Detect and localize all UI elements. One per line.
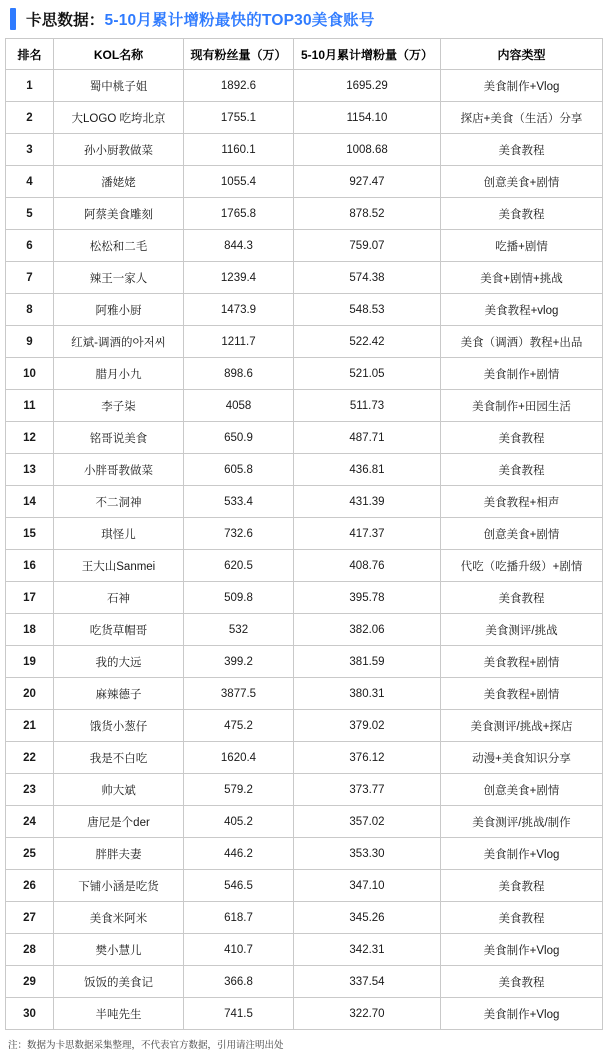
- cell-rank: 29: [6, 966, 54, 998]
- cell-fans: 1892.6: [184, 70, 294, 102]
- table-row: [6, 166, 603, 198]
- cell-fans: 1160.1: [184, 134, 294, 166]
- cell-growth: 436.81: [294, 454, 441, 486]
- cell-growth: 548.53: [294, 294, 441, 326]
- cell-kol-name: 大LOGO 吃垮北京: [54, 102, 184, 134]
- cell-content-type: 美食教程: [441, 454, 603, 486]
- footer-note: 注：数据为卡思数据采集整理，不代表官方数据，引用请注明出处: [8, 1040, 284, 1051]
- cell-growth: 759.07: [294, 230, 441, 262]
- table-row: [6, 838, 603, 870]
- cell-content-type: 创意美食+剧情: [441, 774, 603, 806]
- cell-rank: 3: [6, 134, 54, 166]
- cell-rank: 17: [6, 582, 54, 614]
- cell-fans: 509.8: [184, 582, 294, 614]
- cell-rank: 23: [6, 774, 54, 806]
- cell-content-type: 探店+美食（生活）分享: [441, 102, 603, 134]
- cell-rank: 14: [6, 486, 54, 518]
- cell-growth: 381.59: [294, 646, 441, 678]
- cell-rank: 6: [6, 230, 54, 262]
- column-header-fans: 现有粉丝量（万）: [184, 39, 294, 70]
- cell-rank: 5: [6, 198, 54, 230]
- cell-rank: 13: [6, 454, 54, 486]
- cell-rank: 4: [6, 166, 54, 198]
- cell-content-type: 美食制作+剧情: [441, 358, 603, 390]
- cell-fans: 533.4: [184, 486, 294, 518]
- page-title: [26, 8, 375, 30]
- table-row: [6, 870, 603, 902]
- cell-content-type: 美食教程+vlog: [441, 294, 603, 326]
- cell-rank: 21: [6, 710, 54, 742]
- table-header-row: [6, 39, 603, 70]
- cell-growth: 337.54: [294, 966, 441, 998]
- table-row: [6, 422, 603, 454]
- cell-kol-name: 吃货草帽哥: [54, 614, 184, 646]
- cell-kol-name: 樊小慧儿: [54, 934, 184, 966]
- cell-kol-name: 麻辣德子: [54, 678, 184, 710]
- cell-kol-name: 胖胖夫妻: [54, 838, 184, 870]
- table-row: [6, 70, 603, 102]
- cell-content-type: 美食制作+田园生活: [441, 390, 603, 422]
- cell-content-type: 美食制作+Vlog: [441, 838, 603, 870]
- table-row: [6, 742, 603, 774]
- cell-kol-name: 松松和二毛: [54, 230, 184, 262]
- table-row: [6, 550, 603, 582]
- cell-kol-name: 红斌-调酒的아저씨: [54, 326, 184, 358]
- cell-content-type: 美食测评/挑战/制作: [441, 806, 603, 838]
- cell-growth: 342.31: [294, 934, 441, 966]
- cell-content-type: 创意美食+剧情: [441, 166, 603, 198]
- table-row: [6, 998, 603, 1030]
- table-row: [6, 902, 603, 934]
- table-row: [6, 678, 603, 710]
- cell-rank: 16: [6, 550, 54, 582]
- cell-kol-name: 小胖哥教做菜: [54, 454, 184, 486]
- column-header-kol-name: KOL名称: [54, 39, 184, 70]
- cell-rank: 15: [6, 518, 54, 550]
- cell-growth: 511.73: [294, 390, 441, 422]
- table-row: [6, 390, 603, 422]
- cell-content-type: 美食教程: [441, 422, 603, 454]
- cell-fans: 446.2: [184, 838, 294, 870]
- cell-content-type: 美食测评/挑战: [441, 614, 603, 646]
- cell-fans: 4058: [184, 390, 294, 422]
- cell-content-type: 美食制作+Vlog: [441, 934, 603, 966]
- cell-rank: 30: [6, 998, 54, 1030]
- table-header: [6, 39, 603, 70]
- table-row: [6, 102, 603, 134]
- table-row: [6, 326, 603, 358]
- cell-kol-name: 腊月小九: [54, 358, 184, 390]
- cell-fans: 620.5: [184, 550, 294, 582]
- cell-kol-name: 潘姥姥: [54, 166, 184, 198]
- table-row: [6, 518, 603, 550]
- cell-rank: 10: [6, 358, 54, 390]
- page-title-prefix: 卡思数据：: [26, 12, 105, 29]
- ranking-table: [5, 38, 603, 1030]
- cell-rank: 19: [6, 646, 54, 678]
- cell-fans: 650.9: [184, 422, 294, 454]
- cell-fans: 1620.4: [184, 742, 294, 774]
- cell-growth: 574.38: [294, 262, 441, 294]
- table-row: [6, 454, 603, 486]
- cell-kol-name: 帅大斌: [54, 774, 184, 806]
- cell-content-type: 美食教程: [441, 198, 603, 230]
- cell-fans: 844.3: [184, 230, 294, 262]
- cell-kol-name: 唐尼是个der: [54, 806, 184, 838]
- cell-rank: 20: [6, 678, 54, 710]
- cell-fans: 732.6: [184, 518, 294, 550]
- table-row: [6, 934, 603, 966]
- cell-rank: 25: [6, 838, 54, 870]
- cell-fans: 1211.7: [184, 326, 294, 358]
- cell-growth: 522.42: [294, 326, 441, 358]
- cell-growth: 379.02: [294, 710, 441, 742]
- cell-rank: 12: [6, 422, 54, 454]
- table-row: [6, 646, 603, 678]
- cell-growth: 431.39: [294, 486, 441, 518]
- cell-fans: 898.6: [184, 358, 294, 390]
- cell-rank: 22: [6, 742, 54, 774]
- cell-content-type: 美食教程+剧情: [441, 678, 603, 710]
- cell-content-type: 美食制作+Vlog: [441, 998, 603, 1030]
- cell-rank: 28: [6, 934, 54, 966]
- page-header: [0, 0, 607, 38]
- cell-content-type: 吃播+剧情: [441, 230, 603, 262]
- cell-fans: 546.5: [184, 870, 294, 902]
- cell-rank: 26: [6, 870, 54, 902]
- cell-content-type: 美食教程: [441, 902, 603, 934]
- accent-bar-icon: [10, 8, 16, 30]
- table-row: [6, 486, 603, 518]
- cell-rank: 8: [6, 294, 54, 326]
- table-row: [6, 806, 603, 838]
- cell-growth: 373.77: [294, 774, 441, 806]
- cell-growth: 382.06: [294, 614, 441, 646]
- cell-fans: 399.2: [184, 646, 294, 678]
- cell-kol-name: 孙小厨教做菜: [54, 134, 184, 166]
- table-row: [6, 134, 603, 166]
- cell-fans: 1055.4: [184, 166, 294, 198]
- cell-content-type: 美食+剧情+挑战: [441, 262, 603, 294]
- cell-growth: 927.47: [294, 166, 441, 198]
- cell-growth: 345.26: [294, 902, 441, 934]
- page-title-highlight: 5-10月累计增粉最快的TOP30美食账号: [104, 12, 375, 29]
- cell-fans: 605.8: [184, 454, 294, 486]
- cell-growth: 353.30: [294, 838, 441, 870]
- cell-rank: 18: [6, 614, 54, 646]
- cell-rank: 1: [6, 70, 54, 102]
- table-row: [6, 230, 603, 262]
- cell-kol-name: 美食米阿米: [54, 902, 184, 934]
- cell-content-type: 美食教程+相声: [441, 486, 603, 518]
- cell-growth: 347.10: [294, 870, 441, 902]
- cell-content-type: 美食教程+剧情: [441, 646, 603, 678]
- cell-kol-name: 下铺小涵是吃货: [54, 870, 184, 902]
- cell-kol-name: 李子柒: [54, 390, 184, 422]
- cell-growth: 521.05: [294, 358, 441, 390]
- cell-content-type: 动漫+美食知识分享: [441, 742, 603, 774]
- cell-rank: 27: [6, 902, 54, 934]
- cell-kol-name: 蜀中桃子姐: [54, 70, 184, 102]
- cell-content-type: 创意美食+剧情: [441, 518, 603, 550]
- cell-growth: 376.12: [294, 742, 441, 774]
- cell-kol-name: 琪怪儿: [54, 518, 184, 550]
- cell-fans: 579.2: [184, 774, 294, 806]
- cell-growth: 395.78: [294, 582, 441, 614]
- cell-growth: 417.37: [294, 518, 441, 550]
- cell-fans: 618.7: [184, 902, 294, 934]
- table-row: [6, 198, 603, 230]
- cell-growth: 1154.10: [294, 102, 441, 134]
- cell-kol-name: 阿蔡美食雕刻: [54, 198, 184, 230]
- cell-kol-name: 阿雅小厨: [54, 294, 184, 326]
- table-row: [6, 774, 603, 806]
- cell-content-type: 美食教程: [441, 870, 603, 902]
- table-row: [6, 582, 603, 614]
- cell-kol-name: 铭哥说美食: [54, 422, 184, 454]
- cell-growth: 1008.68: [294, 134, 441, 166]
- cell-content-type: 美食教程: [441, 134, 603, 166]
- cell-content-type: 美食测评/挑战+探店: [441, 710, 603, 742]
- cell-fans: 1239.4: [184, 262, 294, 294]
- table-body: [6, 70, 603, 1030]
- cell-fans: 3877.5: [184, 678, 294, 710]
- table-row: [6, 262, 603, 294]
- cell-growth: 357.02: [294, 806, 441, 838]
- cell-rank: 11: [6, 390, 54, 422]
- cell-kol-name: 我的大远: [54, 646, 184, 678]
- cell-rank: 24: [6, 806, 54, 838]
- column-header-rank: 排名: [6, 39, 54, 70]
- cell-fans: 1765.8: [184, 198, 294, 230]
- cell-fans: 405.2: [184, 806, 294, 838]
- table-row: [6, 358, 603, 390]
- cell-growth: 1695.29: [294, 70, 441, 102]
- cell-rank: 7: [6, 262, 54, 294]
- cell-fans: 475.2: [184, 710, 294, 742]
- table-row: [6, 710, 603, 742]
- column-header-content-type: 内容类型: [441, 39, 603, 70]
- cell-fans: 1473.9: [184, 294, 294, 326]
- cell-rank: 9: [6, 326, 54, 358]
- cell-content-type: 代吃（吃播升级）+剧情: [441, 550, 603, 582]
- table-row: [6, 294, 603, 326]
- cell-fans: 532: [184, 614, 294, 646]
- cell-content-type: 美食制作+Vlog: [441, 70, 603, 102]
- cell-growth: 878.52: [294, 198, 441, 230]
- cell-content-type: 美食教程: [441, 966, 603, 998]
- cell-fans: 410.7: [184, 934, 294, 966]
- cell-content-type: 美食教程: [441, 582, 603, 614]
- table-row: [6, 614, 603, 646]
- cell-kol-name: 王大山Sanmei: [54, 550, 184, 582]
- cell-kol-name: 辣王一家人: [54, 262, 184, 294]
- cell-growth: 487.71: [294, 422, 441, 454]
- cell-kol-name: 石神: [54, 582, 184, 614]
- cell-fans: 366.8: [184, 966, 294, 998]
- cell-kol-name: 不二洞神: [54, 486, 184, 518]
- table-row: [6, 966, 603, 998]
- cell-content-type: 美食（调酒）教程+出品: [441, 326, 603, 358]
- cell-growth: 380.31: [294, 678, 441, 710]
- cell-growth: 408.76: [294, 550, 441, 582]
- cell-growth: 322.70: [294, 998, 441, 1030]
- cell-kol-name: 我是不白吃: [54, 742, 184, 774]
- cell-fans: 741.5: [184, 998, 294, 1030]
- cell-kol-name: 饭饭的美食记: [54, 966, 184, 998]
- column-header-growth: 5-10月累计增粉量（万）: [294, 39, 441, 70]
- cell-fans: 1755.1: [184, 102, 294, 134]
- cell-kol-name: 饿货小葱仔: [54, 710, 184, 742]
- cell-rank: 2: [6, 102, 54, 134]
- cell-kol-name: 半吨先生: [54, 998, 184, 1030]
